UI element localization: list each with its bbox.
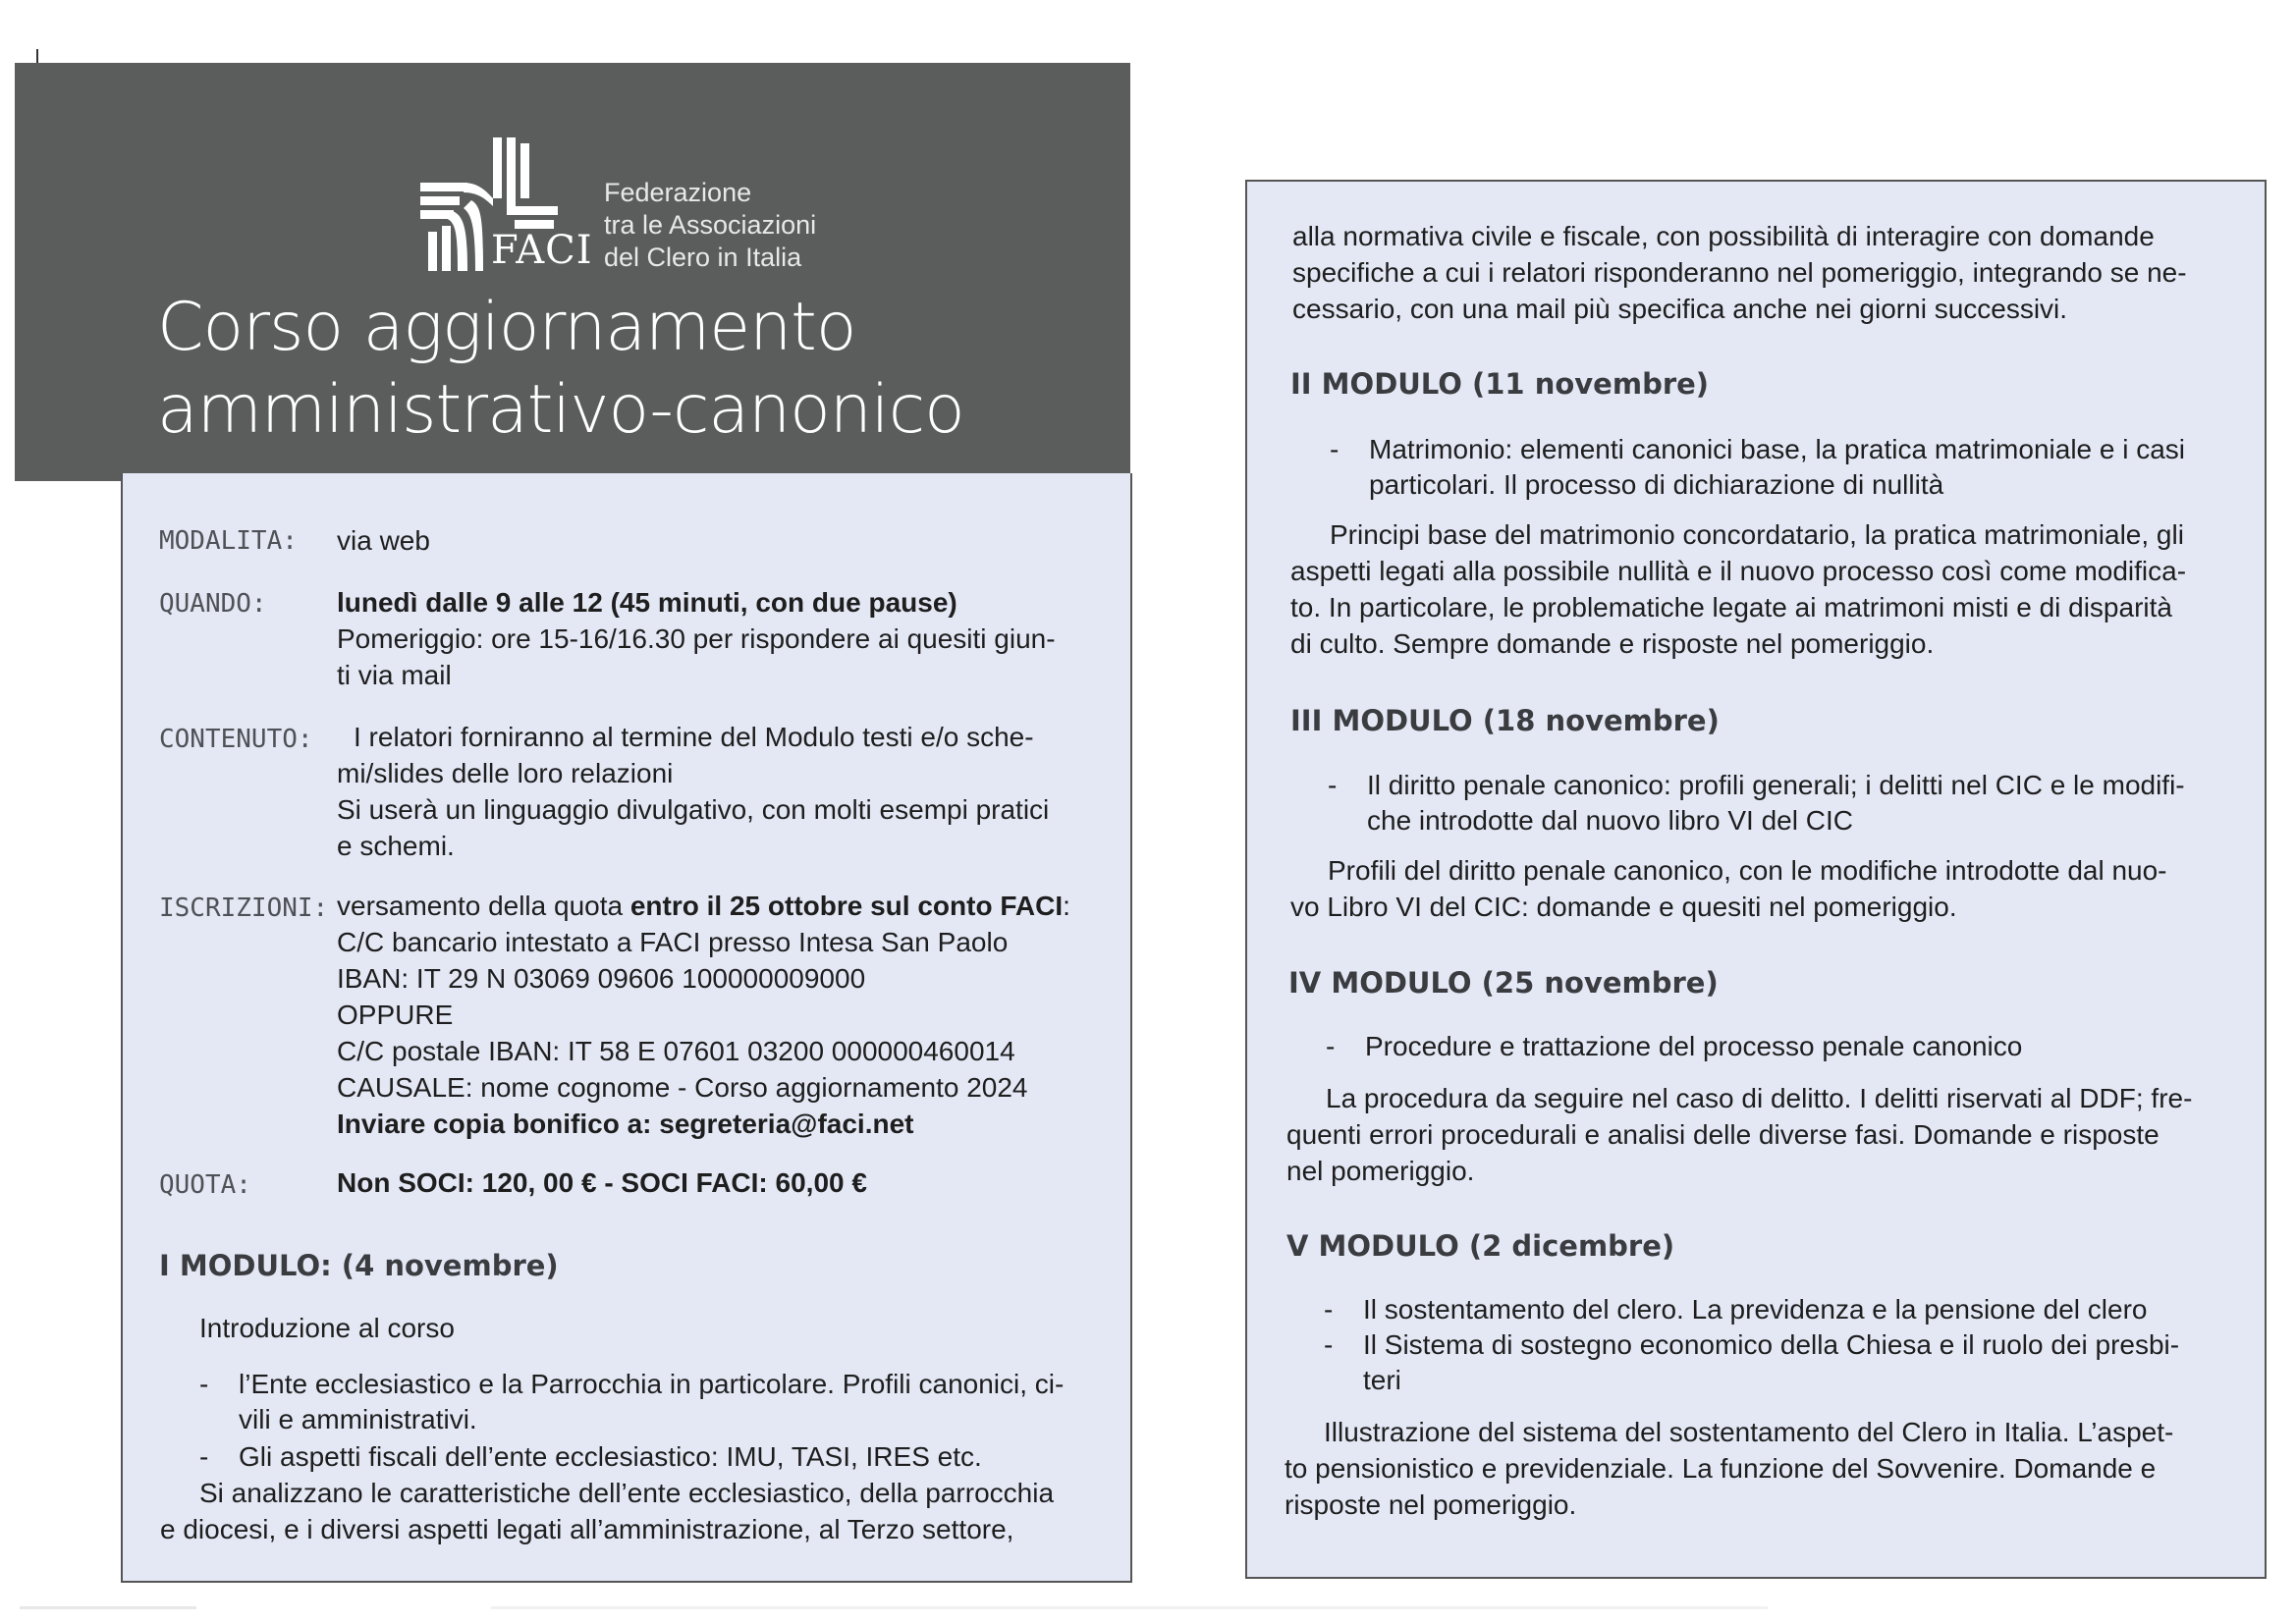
scan-artifact: [20, 1606, 196, 1609]
quando-label: QUANDO:: [159, 589, 267, 619]
module-3-paragraph: Profili del diritto penale canonico, con le modifiche introdotte dal nuo-: [1328, 855, 2167, 886]
bullet-line: Gli aspetti fiscali dell’ente ecclesiastico: IMU, TASI, IRES etc.: [239, 1441, 982, 1472]
iscrizioni-line: C/C bancario intestato a FACI presso Intesa San Paolo: [337, 927, 1009, 957]
modalita-value: via web: [337, 525, 430, 556]
contenuto-line: Si userà un linguaggio divulgativo, con molti esempi pratici: [337, 794, 1050, 825]
module-1-bullet: [199, 1367, 1103, 1437]
bullet-dash: -: [1328, 770, 1338, 800]
module-2-paragraph: Principi base del matrimonio concordatario, la pratica matrimoniale, gli: [1330, 519, 2184, 550]
module-1-intro: Introduzione al corso: [199, 1313, 455, 1343]
bullet-dash: -: [1324, 1329, 1334, 1360]
bullet-line: Il diritto penale canonico: profili generali; i delitti nel CIC e le modifi-: [1367, 770, 2185, 800]
contenuto-value-cont: [337, 755, 1093, 864]
contact-email: Inviare copia bonifico a: segreteria@faci.net: [337, 1109, 914, 1139]
bullet-dash: -: [199, 1369, 209, 1399]
bullet-line: vili e amministrativi.: [239, 1404, 477, 1434]
page-title: [157, 287, 964, 452]
quando-line: Pomeriggio: ore 15-16/16.30 per rispondere ai quesiti giun-: [337, 623, 1056, 654]
module-1-bullet: [199, 1439, 1103, 1475]
deadline-text: entro il 25 ottobre sul conto FACI: [629, 891, 1064, 921]
org-name-line: Federazione: [604, 178, 752, 207]
quando-value: [337, 584, 1093, 693]
quando-line: ti via mail: [337, 660, 452, 690]
module-4-bullet: [1326, 1029, 2229, 1064]
paragraph-line: cessario, con una mail più specifica anche nei giorni successivi.: [1292, 294, 2068, 324]
contenuto-line: mi/slides delle loro relazioni: [337, 758, 674, 788]
iscrizioni-text: versamento della quota: [337, 891, 630, 921]
organization-name: [604, 177, 816, 274]
bullet-line: Il sostentamento del clero. La previdenza e la pensione del clero: [1363, 1294, 2148, 1325]
bullet-line: Il Sistema di sostegno economico della Chiesa e il ruolo dei presbi-: [1363, 1329, 2180, 1360]
iscrizioni-label: ISCRIZIONI:: [159, 893, 329, 923]
paragraph-line: to. In particolare, le problematiche legate ai matrimoni misti e di disparità: [1290, 592, 2172, 622]
iban-bank: IBAN: IT 29 N 03069 09606 100000009000: [337, 963, 866, 994]
bullet-line: Procedure e trattazione del processo penale canonico: [1365, 1031, 2023, 1061]
module-2-paragraph: [1290, 553, 2233, 662]
module-5-paragraph: Illustrazione del sistema del sostentamento del Clero in Italia. L’aspet-: [1324, 1417, 2174, 1447]
iscrizioni-text: :: [1063, 891, 1070, 921]
module-3-heading: III MODULO (18 novembre): [1290, 704, 1720, 737]
bullet-dash: -: [1326, 1031, 1336, 1061]
bullet-line: che introdotte dal nuovo libro VI del CIC: [1367, 805, 1853, 836]
module-3-paragraph: vo Libro VI del CIC: domande e quesiti nel pomeriggio.: [1290, 892, 1957, 922]
org-name-line: del Clero in Italia: [604, 243, 802, 272]
bullet-line: particolari. Il processo di dichiarazione di nullità: [1369, 469, 1944, 500]
bullet-dash: -: [1330, 434, 1339, 464]
bullet-line: teri: [1363, 1365, 1401, 1395]
title-line: amministrativo-canonico: [157, 371, 964, 449]
contenuto-line: e schemi.: [337, 831, 455, 861]
iscrizioni-value: [337, 888, 1093, 1142]
title-line: Corso aggiornamento: [157, 289, 856, 366]
contenuto-line: I relatori forniranno al termine del Modulo testi e/o sche-: [354, 722, 1034, 752]
paragraph-line: risposte nel pomeriggio.: [1285, 1489, 1577, 1520]
paragraph-line: alla normativa civile e fiscale, con possibilità di interagire con domande: [1292, 221, 2155, 251]
module-2-heading: II MODULO (11 novembre): [1290, 367, 1710, 401]
module-5-paragraph: [1285, 1450, 2227, 1523]
paragraph-line: di culto. Sempre domande e risposte nel pomeriggio.: [1290, 628, 1935, 659]
paragraph-line: aspetti legati alla possibile nullità e il nuovo processo così come modifica-: [1290, 556, 2187, 586]
logo-wordmark: FACI: [491, 228, 593, 273]
module-4-paragraph: La procedura da seguire nel caso di delitto. I delitti riservati al DDF; fre-: [1326, 1083, 2193, 1113]
paragraph-line: to pensionistico e previdenziale. La funzione del Sovvenire. Domande e: [1285, 1453, 2157, 1484]
org-name-line: tra le Associazioni: [604, 210, 817, 240]
scan-artifact: [491, 1606, 1768, 1609]
paragraph-line: quenti errori procedurali e analisi delle diverse fasi. Domande e risposte: [1286, 1119, 2159, 1150]
iscrizioni-line: OPPURE: [337, 1000, 454, 1030]
paragraph-line: specifiche a cui i relatori risponderanno nel pomeriggio, integrando se ne-: [1292, 257, 2187, 288]
bullet-dash: -: [199, 1441, 209, 1472]
modalita-label: MODALITA:: [159, 526, 298, 556]
module-5-heading: V MODULO (2 dicembre): [1286, 1229, 1675, 1263]
module-4-paragraph: [1286, 1116, 2229, 1189]
module-1-paragraph: e diocesi, e i diversi aspetti legati all’amministrazione, al Terzo settore,: [160, 1514, 1014, 1544]
bullet-dash: -: [1324, 1294, 1334, 1325]
quota-value: Non SOCI: 120, 00 € - SOCI FACI: 60,00 €: [337, 1167, 867, 1198]
module-1-paragraph: Si analizzano le caratteristiche dell’ente ecclesiastico, della parrocchia: [199, 1478, 1055, 1508]
quando-line: lunedì dalle 9 alle 12 (45 minuti, con due pause): [337, 587, 957, 618]
quota-label: QUOTA:: [159, 1170, 251, 1200]
contenuto-value: [354, 719, 1100, 755]
contenuto-label: CONTENUTO:: [159, 725, 313, 754]
paragraph-line: nel pomeriggio.: [1286, 1156, 1475, 1186]
module-3-bullet: [1328, 768, 2231, 839]
bullet-line: l’Ente ecclesiastico e la Parrocchia in particolare. Profili canonici, ci-: [239, 1369, 1065, 1399]
causale: CAUSALE: nome cognome - Corso aggiornamento 2024: [337, 1072, 1028, 1103]
module-4-heading: IV MODULO (25 novembre): [1288, 966, 1719, 1000]
iban-postal: C/C postale IBAN: IT 58 E 07601 03200 000000460014: [337, 1036, 1015, 1066]
iscrizioni-line: [337, 888, 1093, 924]
module-2-bullet: [1330, 432, 2233, 503]
module-5-bullet: [1324, 1292, 2227, 1327]
module-1-heading: I MODULO: (4 novembre): [159, 1249, 559, 1282]
bullet-line: Matrimonio: elementi canonici base, la pratica matrimoniale e i casi: [1369, 434, 2186, 464]
module-5-bullet: [1324, 1327, 2227, 1398]
module-1-continuation: [1292, 218, 2235, 327]
